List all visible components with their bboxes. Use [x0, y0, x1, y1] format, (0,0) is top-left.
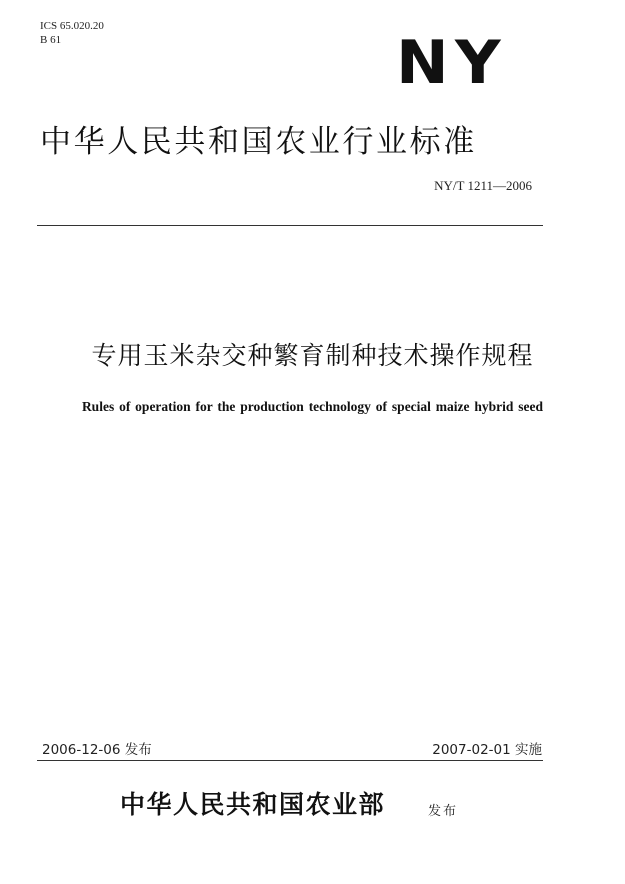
top-divider [37, 225, 543, 226]
standard-number: NY/T 1211—2006 [434, 178, 532, 193]
publisher-name: 中华人民共和国农业部 [120, 790, 386, 819]
publisher-label: 发布 [428, 804, 459, 819]
bottom-divider [37, 760, 543, 761]
standard-category-title: 中华人民共和国农业行业标准 [40, 124, 477, 160]
document-title-chinese: 专用玉米杂交种繁育制种技术操作规程 [91, 341, 534, 370]
ics-code: ICS 65.020.20 [40, 20, 104, 32]
issue-date: 2006-12-06 发布 [42, 742, 152, 758]
document-title-english: Rules of operation for the production technology of special maize hybrid seed [81, 399, 544, 414]
implementation-date: 2007-02-01 实施 [432, 742, 542, 758]
ccs-code: B 61 [40, 34, 62, 46]
ny-logo: NY [396, 28, 507, 98]
